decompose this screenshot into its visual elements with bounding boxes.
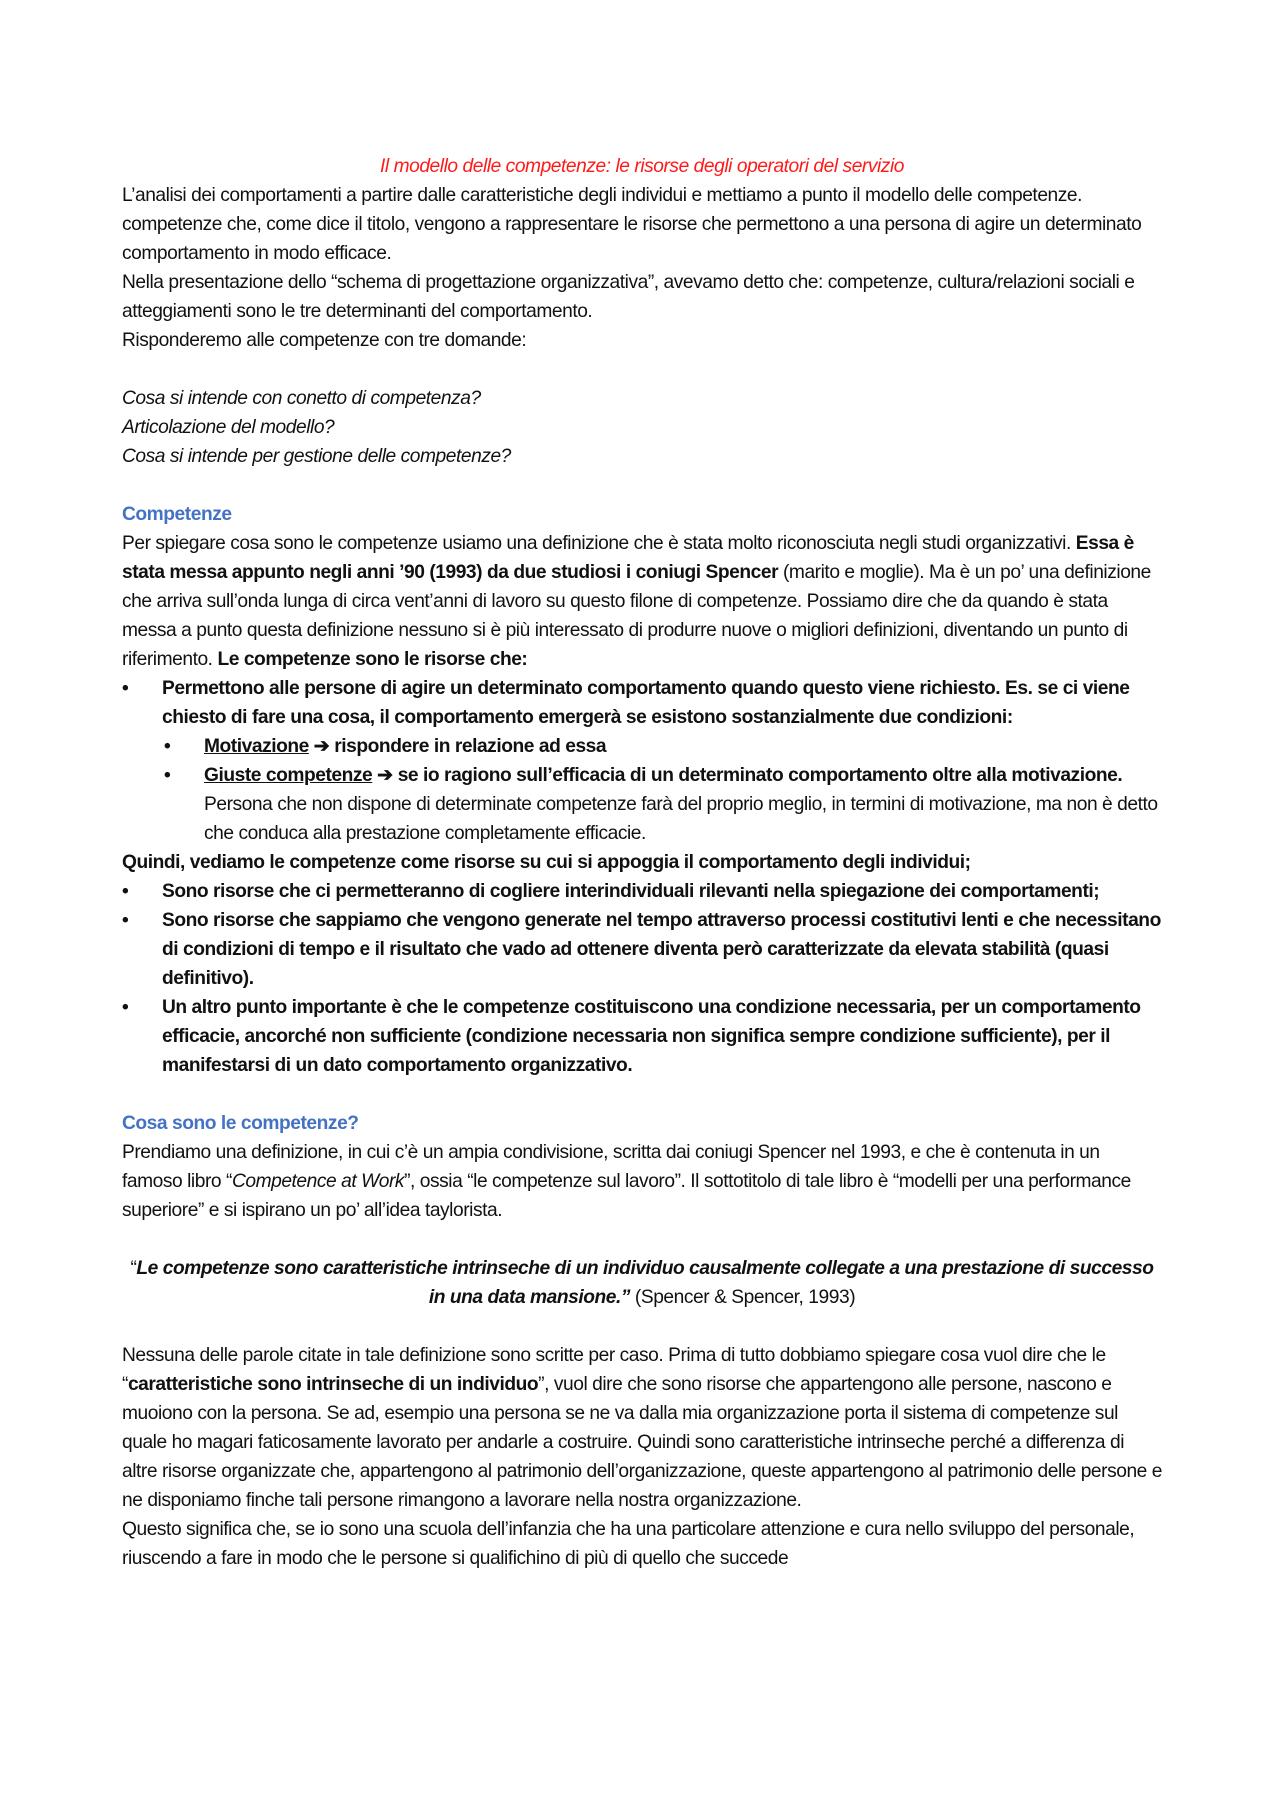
spacer	[122, 355, 1162, 384]
text-run: ”, ossia “le competenze sul lavoro”. Il sottotitolo di tale libro è “modelli per una performance superiore” e si ispirano un po’ all’idea taylorista.	[122, 1171, 1131, 1221]
list-item-text: Permettono alle persone di agire un determinato comportamento quando questo viene richiesto. Es. se ci viene chiesto di fare una cosa, il comportamento emergerà se esistono sostanzialmente due condizioni:	[162, 678, 1130, 728]
text-run: Prendiamo una definizione, in cui c’è un ampia condivisione, scritta dai coniugi Spencer nel 1993, e che è contenuta in un famoso libro “	[122, 1142, 1100, 1192]
bullet-icon: •	[122, 997, 129, 1018]
text-run: Per spiegare cosa sono le competenze usiamo una definizione che è stata molto riconosciuta negli studi organizzativi.	[122, 533, 1076, 554]
definition-intro-paragraph	[122, 1138, 1162, 1225]
section-heading-competenze: Competenze	[122, 504, 232, 525]
spacer	[122, 1225, 1162, 1254]
underlined-label: Motivazione	[204, 736, 309, 757]
arrow-right-icon: ➔	[377, 765, 393, 786]
list-item-text: Persona che non dispone di determinate competenze farà del proprio meglio, in termini di motivazione, ma non è detto che conduca alla prestazione completamente efficacie.	[204, 794, 1158, 844]
intro-paragraph-3: Risponderemo alle competenze con tre domande:	[122, 330, 527, 351]
underlined-label: Giuste competenze	[204, 765, 373, 786]
competenze-paragraph	[122, 529, 1162, 674]
quote-citation: (Spencer & Spencer, 1993)	[630, 1287, 856, 1308]
question-1: Cosa si intende con conetto di competenza?	[122, 388, 481, 409]
summary-sentence: Quindi, vediamo le competenze come risorse su cui si appoggia il comportamento degli individui;	[122, 852, 971, 873]
document-page	[122, 152, 1162, 1573]
list-item-text: Un altro punto importante è che le competenze costituiscono una condizione necessaria, per un comportamento efficacie, ancorché non sufficiente (condizione necessaria non significa sempre condizione sufficiente), per il manifestarsi di un dato comportamento organizzativo.	[162, 997, 1141, 1076]
list-item	[122, 674, 1162, 848]
list-item	[122, 877, 1162, 906]
spacer	[122, 1312, 1162, 1341]
example-paragraph: Questo significa che, se io sono una scuola dell’infanzia che ha una particolare attenzione e cura nello sviluppo del personale, riuscendo a fare in modo che le persone si qualifichino di più di quello che succede	[122, 1519, 1135, 1569]
list-item-text: rispondere in relazione ad essa	[329, 736, 607, 757]
book-title: Competence at Work	[231, 1171, 405, 1192]
bullet-list-1	[122, 674, 1162, 848]
quote-mark: “	[130, 1258, 137, 1279]
question-2: Articolazione del modello?	[122, 417, 335, 438]
spacer	[122, 471, 1162, 500]
text-run: (marito e moglie). Ma è un po’ una definizione che arriva sull’onda lunga di circa vent’anni di lavoro su questo filone di competenze. Possiamo dire che da quando è stata messa a punto questa definizione nessuno si è più interessato di produrre nuove o migliori definizioni, diventando un punto di riferimento.	[122, 562, 1151, 670]
list-item	[122, 993, 1162, 1080]
list-item-text: Sono risorse che ci permetteranno di cogliere interindividuali rilevanti nella spiegazione dei comportamenti;	[162, 881, 1100, 902]
bullet-list-2	[122, 877, 1162, 1080]
spacer	[122, 1080, 1162, 1109]
question-3: Cosa si intende per gestione delle competenze?	[122, 446, 511, 467]
quote-text: Le competenze sono caratteristiche intrinseche di un individuo causalmente collegate a una prestazione di successo in una data mansione.”	[136, 1258, 1154, 1308]
text-run: ”, vuol dire che sono risorse che appartengono alle persone, nascono e muoiono con la persona. Se ad, esempio una persona se ne va dalla mia organizzazione porta il sistema di competenze sul quale ho magari faticosamente lavorato per andarle a costruire. Quindi sono caratteristiche intrinseche perché a differenza di altre risorse organizzate che, appartengono al patrimonio dell’organizzazione, queste appartengono al patrimonio delle persone e ne disponiamo finche tali persone rimangono a lavorare nella nostra organizzazione.	[122, 1374, 1162, 1511]
intro-paragraph-1: L’analisi dei comportamenti a partire dalle caratteristiche degli individui e mettiamo a punto il modello delle competenze. competenze che, come dice il titolo, vengono a rappresentare le risorse che permettono a una persona di agire un determinato comportamento in modo efficace.	[122, 185, 1142, 264]
list-item-text: se io ragiono sull’efficacia di un determinato comportamento oltre alla motivazione.	[392, 765, 1123, 786]
bullet-icon: •	[164, 765, 171, 786]
section-heading-cosa-sono: Cosa sono le competenze?	[122, 1113, 359, 1134]
sub-bullet-list	[122, 732, 1162, 848]
bold-text-run: Le competenze sono le risorse che:	[217, 649, 528, 670]
list-item	[122, 906, 1162, 993]
intro-paragraph-2: Nella presentazione dello “schema di progettazione organizzativa”, avevamo detto che: competenze, cultura/relazioni sociali e atteggiamenti sono le tre determinanti del comportamento.	[122, 272, 1135, 322]
bold-text-run: caratteristiche sono intrinseche di un individuo	[127, 1374, 539, 1395]
bullet-icon: •	[122, 910, 129, 931]
arrow-right-icon: ➔	[313, 736, 330, 757]
definition-quote	[122, 1254, 1162, 1312]
list-item-text: Sono risorse che sappiamo che vengono generate nel tempo attraverso processi costitutivi lenti e che necessitano di condizioni di tempo e il risultato che vado ad ottenere diventa però caratterizzate da elevata stabilità (quasi definitivo).	[162, 910, 1161, 989]
explanation-paragraph	[122, 1341, 1162, 1515]
bold-text-run: Essa è stata messa appunto negli anni ’90 (1993) da due studiosi i coniugi Spencer	[122, 533, 1134, 583]
sub-list-item	[122, 761, 1162, 848]
document-title: Il modello delle competenze: le risorse degli operatori del servizio	[380, 156, 904, 177]
text-run: Nessuna delle parole citate in tale definizione sono scritte per caso. Prima di tutto dobbiamo spiegare cosa vuol dire che le “	[122, 1345, 1106, 1395]
sub-list-item	[122, 732, 1162, 761]
bullet-icon: •	[122, 881, 129, 902]
bullet-icon: •	[164, 736, 171, 757]
bullet-icon: •	[122, 678, 129, 699]
